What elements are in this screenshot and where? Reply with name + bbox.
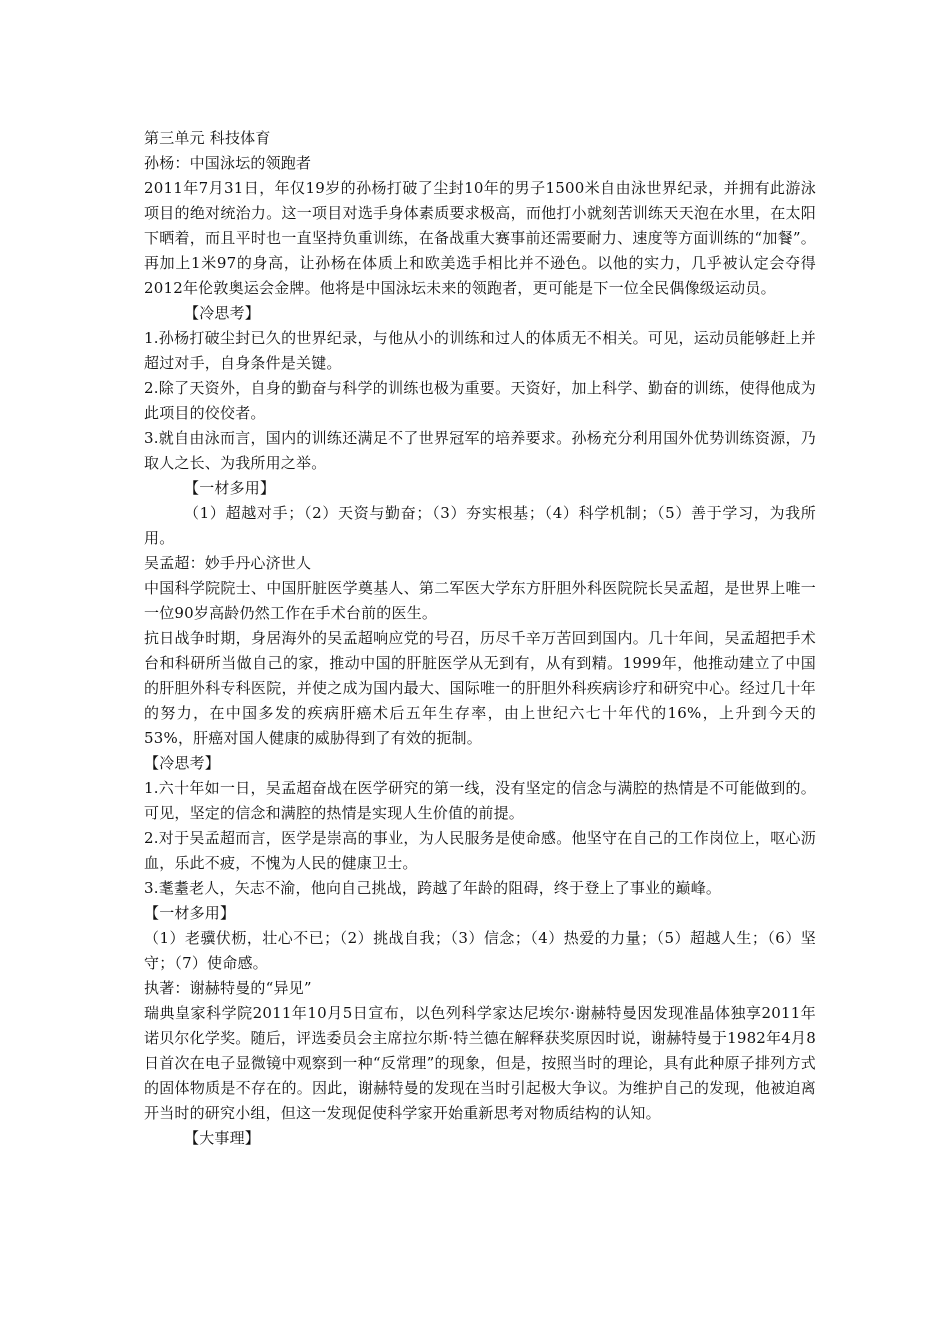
paragraph: 【大事理】 [184, 1129, 261, 1147]
paragraph: 第三单元 科技体育 [144, 129, 271, 147]
paragraph: 1.六十年如一日，吴孟超奋战在医学研究的第一线，没有坚定的信念与满腔的热情是不可能做到的。可见，坚定的信念和满腔的热情是实现人生价值的前提。 [144, 779, 816, 822]
document-body [144, 126, 816, 1151]
paragraph: 2011年7月31日，年仅19岁的孙杨打破了尘封10年的男子1500米自由泳世界纪录，并拥有此游泳项目的绝对统治力。这一项目对选手身体素质要求极高，而他打小就刻苦训练天天泡在水里，在太阳下晒着，而且平时也一直坚持负重训练，在备战重大赛事前还需要耐力、速度等方面训练的“加餐”。再加上1米97的身高，让孙杨在体质上和欧美选手相比并不逊色。以他的实力，几乎被认定会夺得2012年伦敦奥运会金牌。他将是中国泳坛未来的领跑者，更可能是下一位全民偶像级运动员。 [144, 179, 816, 297]
paragraph: 中国科学院院士、中国肝脏医学奠基人、第二军医大学东方肝胆外科医院院长吴孟超，是世界上唯一一位90岁高龄仍然工作在手术台前的医生。 [144, 579, 816, 622]
paragraph: （1）老骥伏枥，壮心不已；（2）挑战自我；（3）信念；（4）热爱的力量；（5）超越人生；（6）坚守；（7）使命感。 [144, 929, 816, 972]
paragraph: 2.对于吴孟超而言，医学是崇高的事业，为人民服务是使命感。他坚守在自己的工作岗位上，呕心沥血，乐此不疲，不愧为人民的健康卫士。 [144, 829, 816, 872]
paragraph: 2.除了天资外，自身的勤奋与科学的训练也极为重要。天资好，加上科学、勤奋的训练，使得他成为此项目的佼佼者。 [144, 379, 816, 422]
paragraph: 【冷思考】 [184, 304, 261, 322]
paragraph: 吴孟超：妙手丹心济世人 [144, 554, 312, 572]
paragraph: 执著：谢赫特曼的“异见” [144, 979, 312, 997]
paragraph: （1）超越对手；（2）天资与勤奋；（3）夯实根基；（4）科学机制；（5）善于学习，为我所用。 [144, 504, 816, 547]
paragraph: 1.孙杨打破尘封已久的世界纪录，与他从小的训练和过人的体质无不相关。可见，运动员能够赶上并超过对手，自身条件是关键。 [144, 329, 816, 372]
paragraph: 3.就自由泳而言，国内的训练还满足不了世界冠军的培养要求。孙杨充分利用国外优势训练资源，乃取人之长、为我所用之举。 [144, 429, 816, 472]
paragraph: 3.耄耋老人，矢志不渝，他向自己挑战，跨越了年龄的阻碍，终于登上了事业的巅峰。 [144, 879, 722, 897]
paragraph: 孙杨：中国泳坛的领跑者 [144, 154, 312, 172]
paragraph: 【一材多用】 [144, 904, 236, 922]
paragraph: 【冷思考】 [144, 754, 221, 772]
paragraph: 【一材多用】 [184, 479, 276, 497]
paragraph: 抗日战争时期，身居海外的吴孟超响应党的号召，历尽千辛万苦回到国内。几十年间，吴孟超把手术台和科研所当做自己的家，推动中国的肝脏医学从无到有，从有到精。1999年，他推动建立了中国的肝胆外科专科医院，并使之成为国内最大、国际唯一的肝胆外科疾病诊疗和研究中心。经过几十年的努力，在中国多发的疾病肝癌术后五年生存率，由上世纪六七十年代的16%，上升到今天的53%，肝癌对国人健康的威胁得到了有效的扼制。 [144, 629, 816, 747]
paragraph: 瑞典皇家科学院2011年10月5日宣布，以色列科学家达尼埃尔·谢赫特曼因发现准晶体独享2011年诺贝尔化学奖。随后，评选委员会主席拉尔斯·特兰德在解释获奖原因时说，谢赫特曼于1982年4月8日首次在电子显微镜中观察到一种“反常理”的现象，但是，按照当时的理论，具有此种原子排列方式的固体物质是不存在的。因此，谢赫特曼的发现在当时引起极大争议。为维护自己的发现，他被迫离开当时的研究小组，但这一发现促使科学家开始重新思考对物质结构的认知。 [144, 1004, 816, 1122]
